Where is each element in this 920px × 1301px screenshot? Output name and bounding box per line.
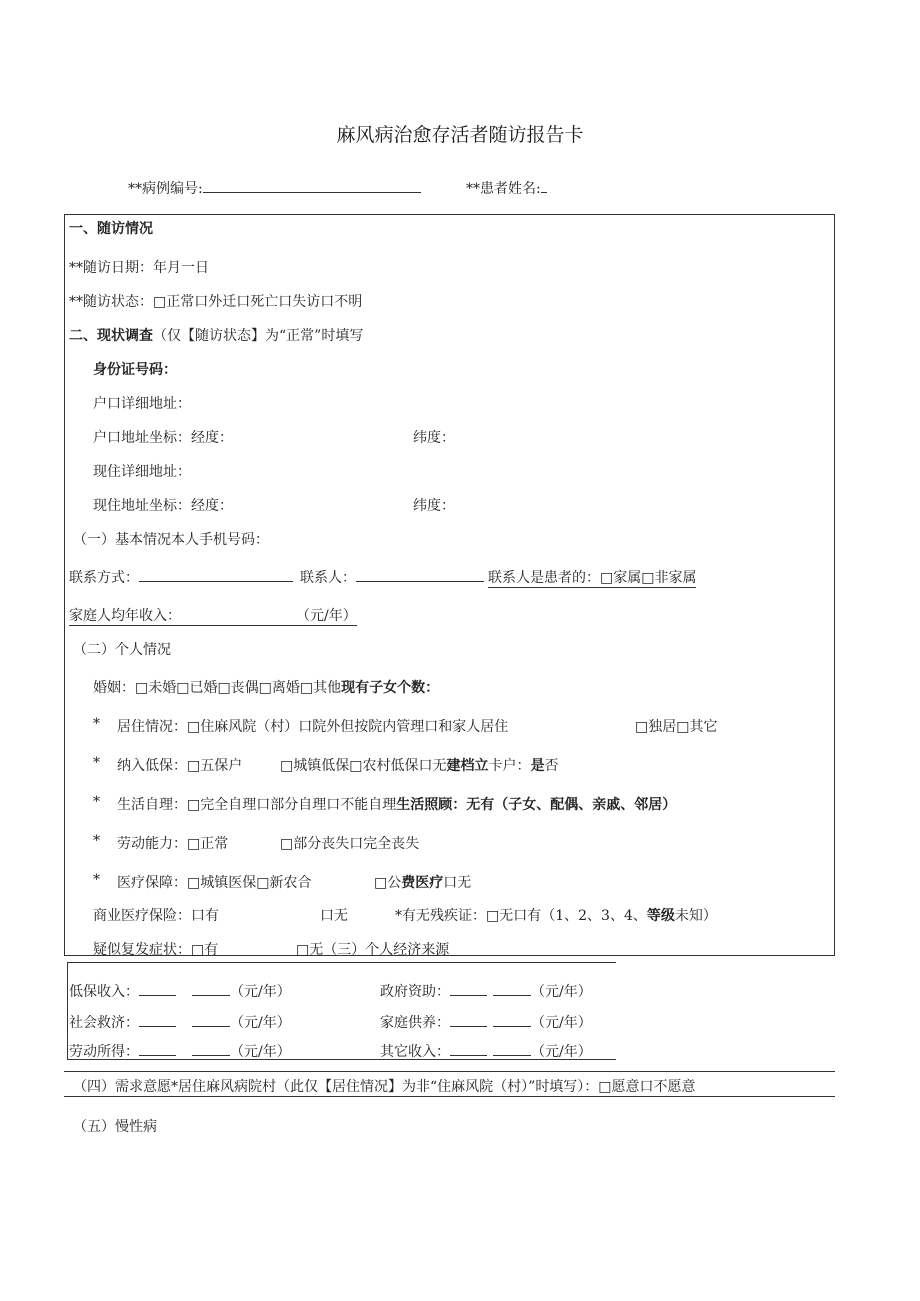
- income-blank[interactable]: [493, 1012, 531, 1027]
- income-blank[interactable]: [450, 981, 487, 996]
- hukou-latitude-label: 纬度：: [413, 430, 455, 446]
- income-unit: （元/年）: [531, 1044, 592, 1060]
- no-medical-option[interactable]: 口无: [443, 875, 472, 891]
- poverty-row: [280, 755, 558, 775]
- contact-relation[interactable]: 联系人是患者的：□家属□非家属: [488, 567, 696, 588]
- relapse-no-and-income-heading[interactable]: □无（三）个人经济来源: [296, 942, 450, 958]
- income-row-2-left: [69, 1012, 291, 1032]
- income-row-3-left: [69, 1041, 291, 1061]
- survey-heading-bold: 二、现状调查: [69, 328, 153, 344]
- star-marker: *: [93, 794, 100, 810]
- income-label: 家庭供养：: [380, 1015, 450, 1031]
- income-label: 社会救济：: [69, 1015, 139, 1031]
- marriage-row: [93, 677, 439, 697]
- labor-ability-options[interactable]: 劳动能力：□正常: [117, 836, 229, 852]
- income-blank[interactable]: [192, 1012, 230, 1027]
- income-label: 低保收入：: [69, 984, 139, 1000]
- income-blank[interactable]: [139, 1041, 176, 1056]
- patient-name-label: **患者姓名:: [466, 181, 541, 197]
- live-address-label: 现住详细地址：: [93, 464, 191, 480]
- income-label: 其它收入：: [380, 1044, 450, 1060]
- income-blank[interactable]: [450, 1012, 487, 1027]
- income-unit: （元/年）: [531, 984, 592, 1000]
- medical-coverage-more[interactable]: [374, 872, 471, 892]
- case-number-field: [128, 178, 421, 198]
- income-row-2-right: [380, 1012, 592, 1032]
- contact-person-blank[interactable]: [356, 567, 484, 582]
- star-marker: *: [93, 755, 100, 771]
- disability-grade-label: 等级: [646, 908, 675, 924]
- disability-cert-row[interactable]: [395, 905, 717, 925]
- basic-info-heading: （一）基本情况本人手机号码：: [73, 532, 269, 548]
- income-row-3-right: [380, 1041, 592, 1061]
- income-unit: （元/年）: [230, 1044, 291, 1060]
- marriage-options[interactable]: 婚姻：□未婚□已婚□丧偶□离婚□其他: [93, 680, 342, 696]
- medical-coverage-options[interactable]: 医疗保障：□城镇医保□新农合: [117, 875, 312, 891]
- income-row-1-right: [380, 981, 592, 1001]
- public-medical-label: 费医疗: [401, 875, 444, 891]
- income-unit: （元/年）: [531, 1015, 592, 1031]
- star-marker: *: [93, 833, 100, 849]
- divider-line: [64, 1071, 835, 1072]
- self-care-row: [117, 794, 676, 814]
- contact-method-field: [69, 567, 293, 587]
- income-blank[interactable]: [139, 1012, 176, 1027]
- page-title: 麻风病治愈存活者随访报告卡: [336, 124, 584, 146]
- self-care-options[interactable]: 生活自理：□完全自理口部分自理口不能自理: [117, 797, 397, 813]
- disability-cert-options[interactable]: *有无残疾证：□无口有（1、2、3、4、: [395, 908, 647, 924]
- poverty-no[interactable]: 否: [544, 758, 559, 774]
- id-number-label: 身份证号码：: [93, 362, 177, 378]
- contact-person-label: 联系人：: [300, 570, 356, 586]
- income-label: 劳动所得：: [69, 1044, 139, 1060]
- personal-info-heading: （二）个人情况: [73, 642, 171, 658]
- income-blank[interactable]: [493, 1041, 531, 1056]
- contact-person-field: [300, 567, 484, 587]
- family-income-field: [69, 605, 357, 626]
- commercial-insurance-yes[interactable]: 商业医疗保险：口有: [93, 908, 219, 924]
- family-income-unit: （元/年）: [296, 608, 357, 624]
- residence-options-more[interactable]: □独居□其它: [635, 719, 718, 735]
- relapse-yes[interactable]: 疑似复发症状：□有: [93, 942, 219, 958]
- family-income-label: 家庭人均年收入：: [69, 608, 181, 624]
- section-followup-heading: 一、随访情况: [69, 221, 153, 237]
- survey-heading-note: （仅【随访状态】为“正常”时填写: [153, 328, 364, 344]
- income-blank[interactable]: [450, 1041, 487, 1056]
- income-row-1-left: [69, 981, 291, 1001]
- hukou-address-label: 户口详细地址：: [93, 396, 191, 412]
- followup-status[interactable]: **随访状态：□正常口外迁口死亡口失访口不明: [69, 294, 363, 310]
- income-unit: （元/年）: [230, 1015, 291, 1031]
- contact-method-blank[interactable]: [139, 567, 293, 582]
- income-blank[interactable]: [192, 1041, 230, 1056]
- income-unit: （元/年）: [230, 984, 291, 1000]
- residence-options[interactable]: 居住情况：□住麻风院（村）口院外但按院内管理口和家人居住: [117, 719, 509, 735]
- poverty-label: 卡户：: [488, 758, 531, 774]
- labor-ability-options-more[interactable]: □部分丧失口完全丧失: [280, 836, 420, 852]
- live-latitude-label: 纬度：: [413, 498, 455, 514]
- low-security-options[interactable]: 纳入低保：□五保户: [117, 758, 243, 774]
- disability-unknown[interactable]: 未知）: [674, 908, 717, 924]
- star-marker: *: [93, 716, 100, 732]
- case-number-label: **病例编号:: [128, 181, 203, 197]
- star-marker: *: [93, 872, 100, 888]
- needs-willingness[interactable]: （四）需求意愿*居住麻风病院村（此仅【居住情况】为非“住麻风院（村）”时填写）：□愿意口不愿意: [73, 1079, 696, 1095]
- income-label: 政府资助：: [380, 984, 450, 1000]
- public-medical-box[interactable]: □公: [374, 875, 402, 891]
- income-blank[interactable]: [192, 981, 230, 996]
- income-blank[interactable]: [139, 981, 176, 996]
- income-blank[interactable]: [493, 981, 531, 996]
- children-count-label: 现有子女个数：: [341, 680, 440, 696]
- patient-name-blank[interactable]: [541, 178, 547, 193]
- commercial-insurance-no[interactable]: 口无: [320, 908, 348, 924]
- chronic-disease-heading: （五）慢性病: [73, 1119, 157, 1135]
- patient-name-field: [466, 178, 547, 198]
- case-number-blank[interactable]: [203, 178, 421, 193]
- section-survey-heading: [69, 325, 363, 345]
- hukou-longitude-label: 户口地址坐标：经度：: [93, 430, 233, 446]
- divider-line: [64, 1096, 835, 1097]
- poverty-label-bold: 建档立: [446, 758, 489, 774]
- contact-method-label: 联系方式：: [69, 570, 139, 586]
- low-security-options-more[interactable]: □城镇低保□农村低保口无: [280, 758, 447, 774]
- life-care-options[interactable]: 生活照顾：无有（子女、配偶、亲戚、邻居）: [396, 797, 677, 813]
- followup-date: **随访日期：年月一日: [69, 260, 209, 276]
- live-longitude-label: 现住地址坐标：经度：: [93, 498, 233, 514]
- poverty-yes[interactable]: 是: [530, 758, 545, 774]
